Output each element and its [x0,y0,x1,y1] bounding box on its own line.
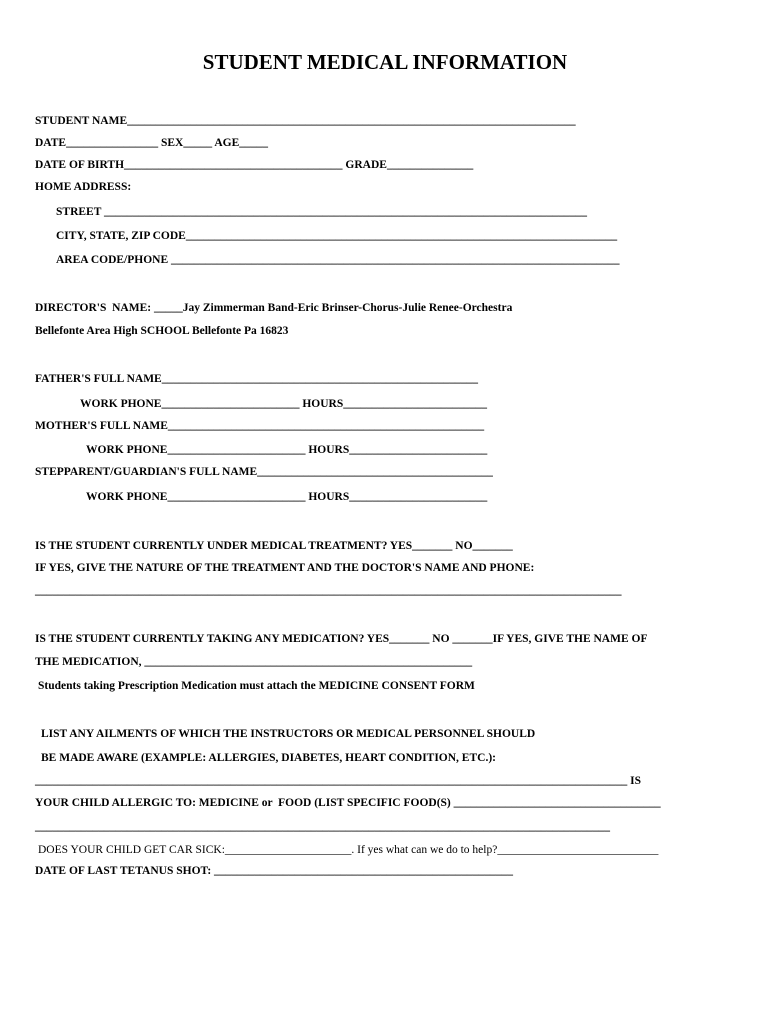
mother-name-field[interactable]: MOTHER'S FULL NAME_______________________________________________________ [35,420,485,432]
city-state-zip-field[interactable]: CITY, STATE, ZIP CODE___________________________________________________________________________ [56,230,618,242]
page-title: STUDENT MEDICAL INFORMATION [202,50,568,74]
home-address-label: HOME ADDRESS: [35,181,132,193]
date-sex-age-field[interactable]: DATE________________ SEX_____ AGE_____ [35,137,269,149]
street-field[interactable]: STREET ____________________________________________________________________________________ [56,206,588,218]
guardian-name-field[interactable]: STEPPARENT/GUARDIAN'S FULL NAME_________________________________________ [35,466,493,478]
consent-form-note: Students taking Prescription Medication must attach the MEDICINE CONSENT FORM [38,680,475,692]
dob-grade-field[interactable]: DATE OF BIRTH______________________________________ GRADE_______________ [35,159,474,171]
school-name: Bellefonte Area High SCHOOL Bellefonte Pa 16823 [35,325,289,337]
area-code-phone-field[interactable]: AREA CODE/PHONE ______________________________________________________________________________ [56,254,620,266]
car-sick-question[interactable]: DOES YOUR CHILD GET CAR SICK:______________________. If yes what can we do to help?____________________________ [38,844,659,856]
father-work-phone-field[interactable]: WORK PHONE________________________ HOURS_________________________ [80,398,487,410]
tetanus-field[interactable]: DATE OF LAST TETANUS SHOT: ____________________________________________________ [35,865,514,877]
ailments-instruction-2: BE MADE AWARE (EXAMPLE: ALLERGIES, DIABETES, HEART CONDITION, ETC.): [41,752,496,764]
guardian-work-phone-field[interactable]: WORK PHONE________________________ HOURS________________________ [86,491,488,503]
student-name-field[interactable]: STUDENT NAME______________________________________________________________________________ [35,115,576,127]
ailments-instruction-1: LIST ANY AILMENTS OF WHICH THE INSTRUCTORS OR MEDICAL PERSONNEL SHOULD [41,728,536,740]
medication-question[interactable]: IS THE STUDENT CURRENTLY TAKING ANY MEDICATION? YES_______ NO _______IF YES, GIVE THE NAME OF [35,633,648,645]
allergic-question[interactable]: YOUR CHILD ALLERGIC TO: MEDICINE or FOOD (LIST SPECIFIC FOOD(S) ____________________________________ [35,797,661,809]
ailments-field[interactable]: _______________________________________________________________________________________________________ IS [35,775,641,787]
mother-work-phone-field[interactable]: WORK PHONE________________________ HOURS________________________ [86,444,488,456]
treatment-detail-field[interactable]: ______________________________________________________________________________________________________ [35,585,622,597]
treatment-detail-label: IF YES, GIVE THE NATURE OF THE TREATMENT AND THE DOCTOR'S NAME AND PHONE: [35,562,535,574]
allergic-field[interactable]: ____________________________________________________________________________________________________ [35,821,610,833]
medication-name-field[interactable]: THE MEDICATION, _________________________________________________________ [35,656,473,668]
treatment-question[interactable]: IS THE STUDENT CURRENTLY UNDER MEDICAL TREATMENT? YES_______ NO_______ [35,540,513,552]
father-name-field[interactable]: FATHER'S FULL NAME_______________________________________________________ [35,373,478,385]
director-name: DIRECTOR'S NAME: _____Jay Zimmerman Band-Eric Brinser-Chorus-Julie Renee-Orchestra [35,302,513,314]
